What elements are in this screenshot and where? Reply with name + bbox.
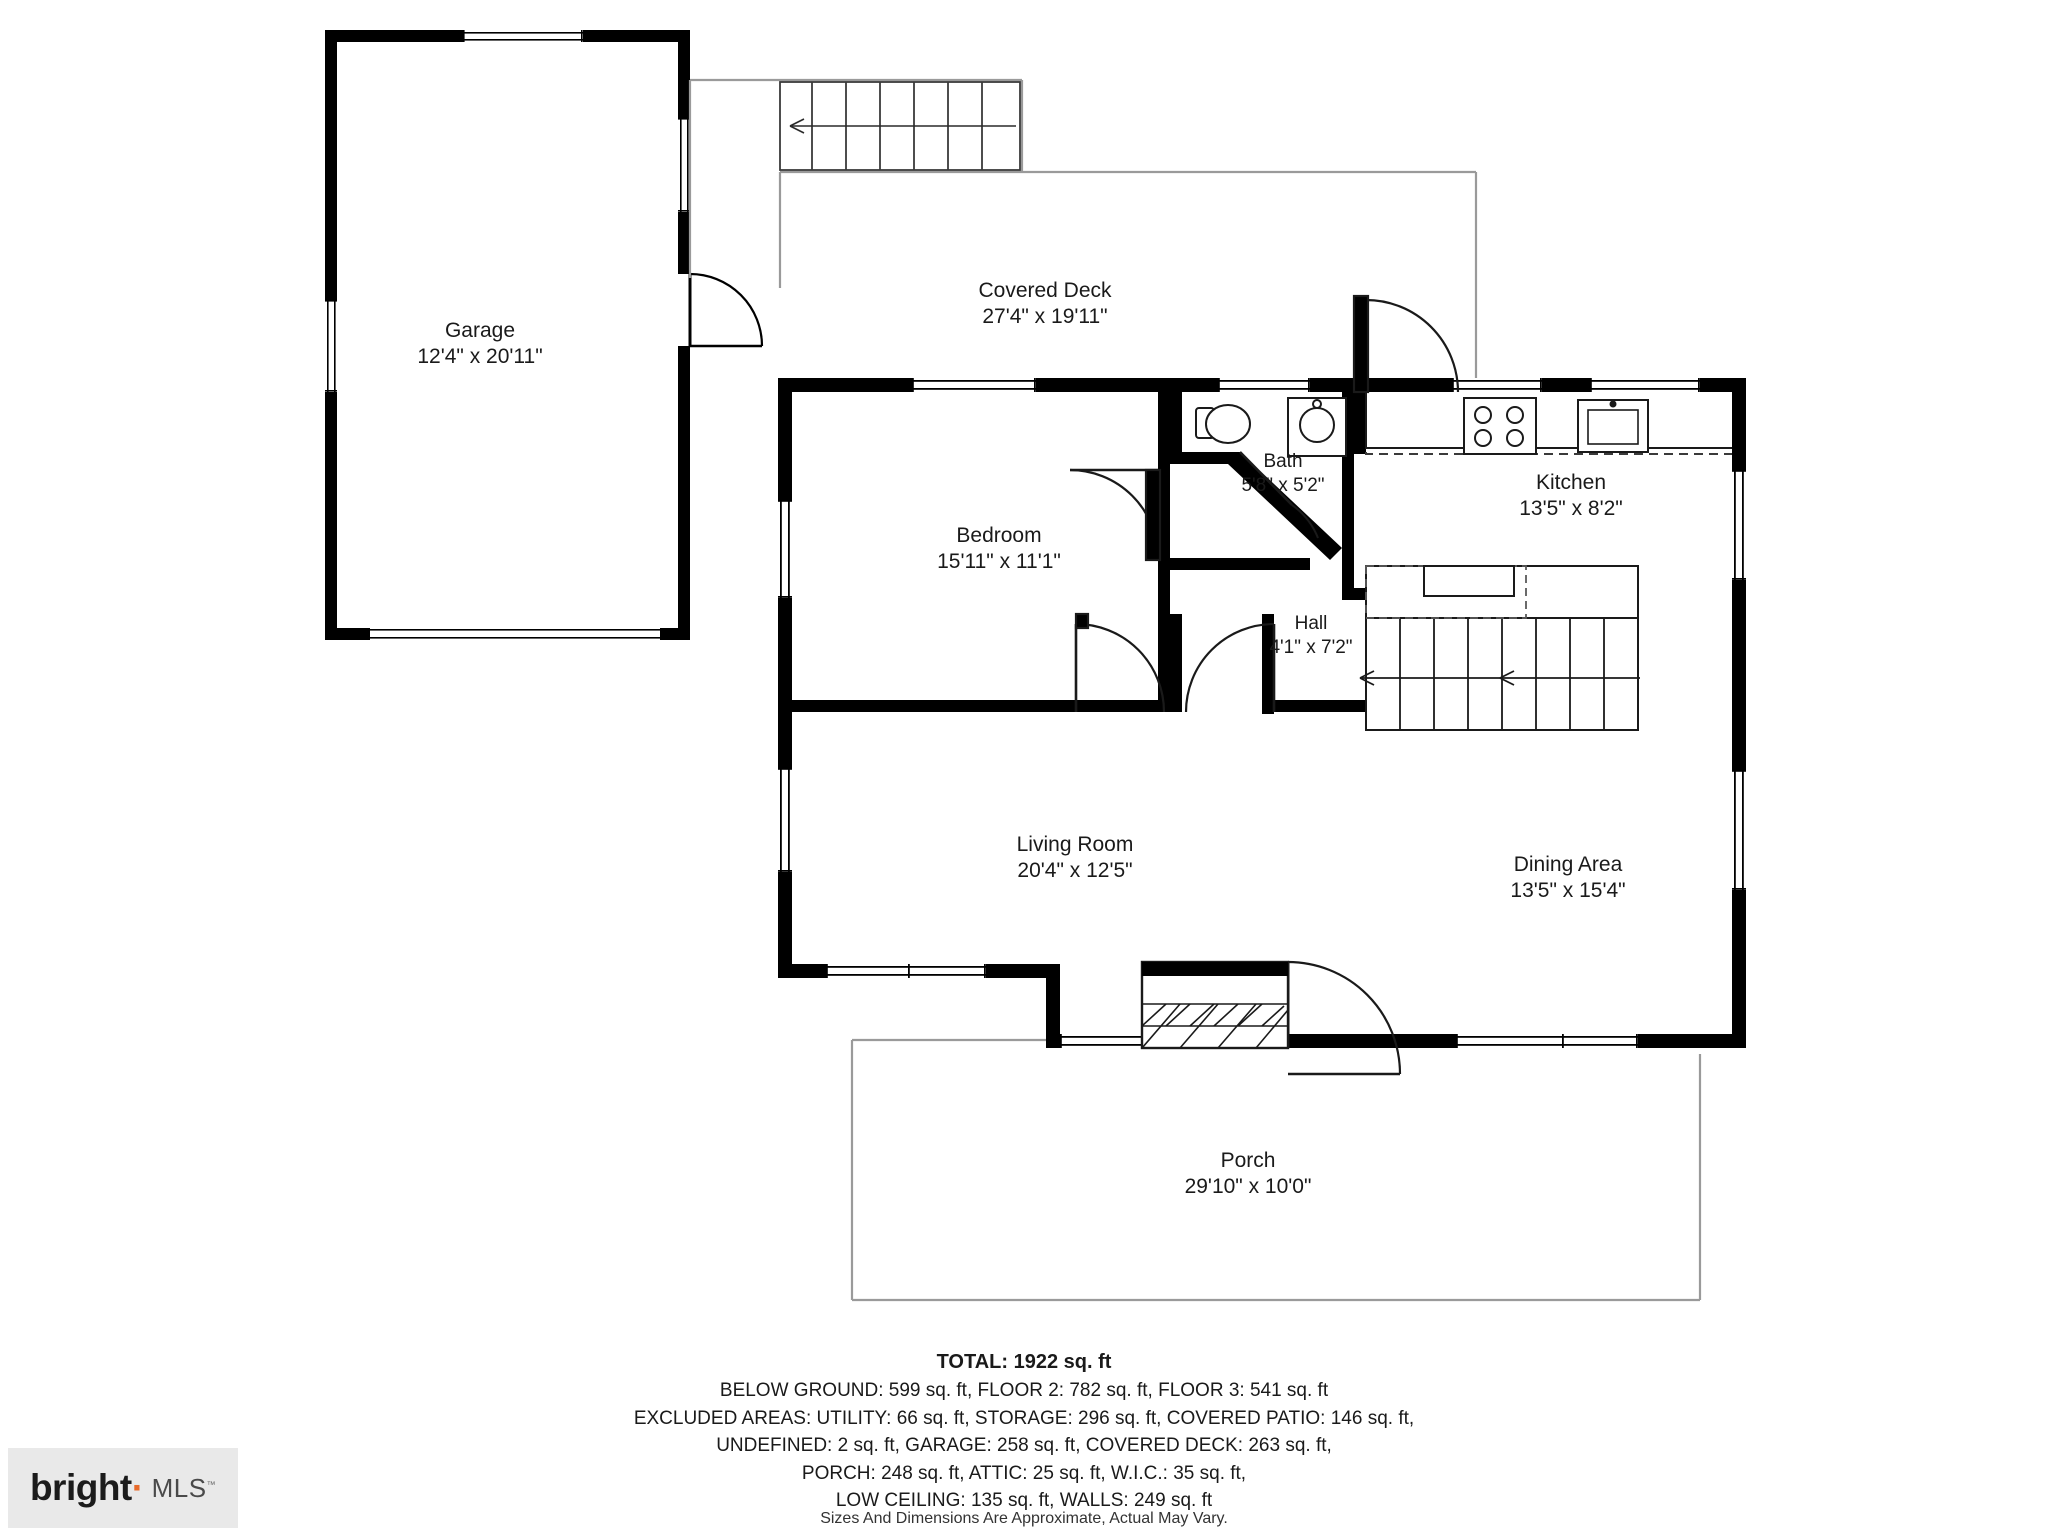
- room-dim: 13'5" x 8'2": [1519, 497, 1623, 521]
- deck-door-swing: [1354, 296, 1458, 392]
- room-name: Hall: [1294, 613, 1328, 634]
- logo-wordmark: bright·: [29, 1467, 144, 1508]
- bright-mls-logo: [8, 1448, 238, 1528]
- garage-door-bottom: [370, 628, 660, 640]
- room-dim: 15'11" x 11'1": [937, 550, 1061, 574]
- garage-door-swing: [678, 274, 762, 346]
- room-label-kitchen: [1519, 470, 1623, 523]
- room-dim: 4'1" x 7'2": [1269, 636, 1353, 658]
- room-label-bath: [1241, 450, 1324, 498]
- disclaimer-text: Sizes And Dimensions Are Approximate, Actual May Vary.: [820, 1510, 1228, 1527]
- room-name: Kitchen: [1535, 471, 1607, 494]
- room-label-porch: [1185, 1148, 1312, 1201]
- front-door-swing: [1288, 962, 1400, 1074]
- summary-line-2: EXCLUDED AREAS: UTILITY: 66 sq. ft, STORAGE: 296 sq. ft, COVERED PATIO: 146 sq. ft,: [633, 1407, 1415, 1429]
- bath-fixtures: [1196, 398, 1346, 456]
- interior-stairs: [1360, 566, 1640, 730]
- room-label-garage: [417, 318, 542, 371]
- room-dim: 12'4" x 20'11": [417, 345, 543, 369]
- room-dim: 27'4" x 19'11": [982, 305, 1108, 329]
- garage-window-left: [325, 300, 337, 392]
- logo-tm: ™: [206, 1478, 217, 1489]
- total-area: TOTAL: 1922 sq. ft: [936, 1351, 1112, 1373]
- garage-window-top: [463, 30, 583, 42]
- garage-structure: [325, 30, 762, 640]
- room-label-bedroom: [937, 523, 1061, 576]
- room-dim: 29'10" x 10'0": [1184, 1175, 1312, 1199]
- room-dim: 5'8" x 5'2": [1241, 474, 1325, 496]
- room-name: Bedroom: [956, 524, 1042, 547]
- summary-line-1: BELOW GROUND: 599 sq. ft, FLOOR 2: 782 sq. ft, FLOOR 3: 541 sq. ft: [719, 1380, 1329, 1401]
- room-name: Dining Area: [1513, 853, 1623, 876]
- garage-window-right: [678, 118, 690, 212]
- summary-line-5: LOW CEILING: 135 sq. ft, WALLS: 249 sq. ft: [835, 1490, 1213, 1512]
- room-label-living-room: [1017, 832, 1134, 885]
- room-label-covered-deck: [978, 278, 1111, 331]
- hall-door-swing: [1186, 624, 1274, 712]
- logo-accent-dot: ·: [131, 1467, 144, 1508]
- kitchen-fixtures: [1366, 392, 1732, 454]
- bedroom-door-swing: [1070, 470, 1160, 560]
- room-name: Porch: [1220, 1149, 1276, 1172]
- summary-line-4: PORCH: 248 sq. ft, ATTIC: 25 sq. ft, W.I.C.: 35 sq. ft,: [801, 1462, 1247, 1484]
- deck-stairs: [780, 82, 1020, 170]
- room-dim: 13'5" x 15'4": [1510, 879, 1626, 903]
- front-entry-steps: [1142, 962, 1288, 1048]
- room-label-dining-area: [1510, 852, 1625, 905]
- logo-mls-text: MLS™: [151, 1472, 217, 1503]
- summary-line-3: UNDEFINED: 2 sq. ft, GARAGE: 258 sq. ft, COVERED DECK: 263 sq. ft,: [716, 1435, 1332, 1457]
- room-name: Garage: [444, 319, 516, 342]
- room-name: Bath: [1263, 451, 1303, 472]
- area-summary: [0, 1348, 2048, 1515]
- room-name: Covered Deck: [978, 279, 1112, 302]
- room-label-hall: [1269, 612, 1352, 660]
- room-dim: 20'4" x 12'5": [1017, 859, 1133, 883]
- room-name: Living Room: [1016, 833, 1134, 856]
- bedroom-hall-door-swing: [1076, 614, 1164, 712]
